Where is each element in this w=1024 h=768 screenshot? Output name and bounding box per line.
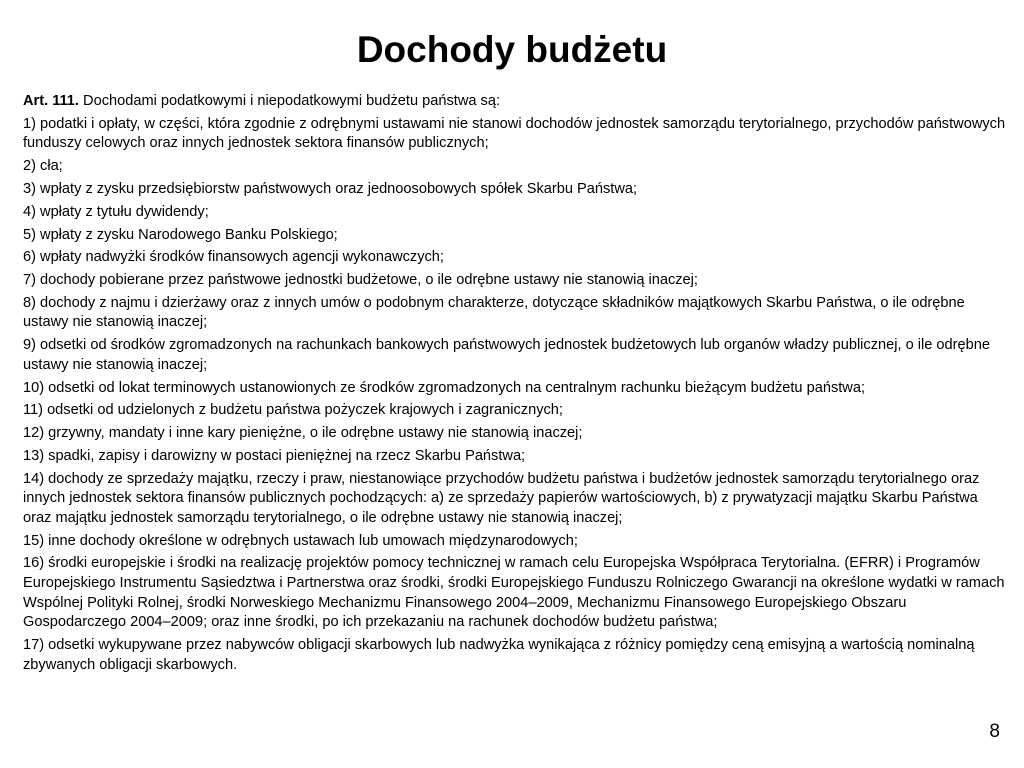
article-label: Art. 111. [23, 93, 79, 109]
list-item-11: 11) odsetki od udzielonych z budżetu państwa pożyczek krajowych i zagranicznych; [23, 402, 563, 419]
list-item-6: 6) wpłaty nadwyżki środków finansowych agencji wykonawczych; [23, 249, 444, 266]
slide-title: Dochody budżetu [356, 29, 668, 70]
list-item-9: 9) odsetki od środków zgromadzonych na rachunkach bankowych państwowych jednostek budżetowych lub organów władzy publicznej, o ile odrębne ustawy nie stanowią inaczej; [23, 337, 990, 373]
article-intro [23, 92, 1008, 112]
list-item-2: 2) cła; [23, 158, 63, 175]
article-intro-text: Dochodami podatkowymi i niepodatkowymi budżetu państwa są: [78, 93, 500, 109]
list-item-14: 14) dochody ze sprzedaży majątku, rzeczy i praw, niestanowiące przychodów budżetu państwa i budżetów jednostek samorządu terytorialnego oraz innych jednostek sektora finansów publicznych pochodzących: a) ze sprzedaży papierów wartościowych, b) z prywatyzacji majątku Skarbu Państwa oraz majątku jednostek samorządu terytorialnego, o ile odrębne ustawy nie stanowią inaczej; [23, 470, 980, 526]
page-number: 8 [989, 721, 1000, 742]
list-item-10: 10) odsetki od lokat terminowych ustanowionych ze środków zgromadzonych na centralnym rachunku bieżącym budżetu państwa; [23, 379, 866, 396]
list-item-4: 4) wpłaty z tytułu dywidendy; [23, 203, 209, 220]
list-item-12: 12) grzywny, mandaty i inne kary pieniężne, o ile odrębne ustawy nie stanowią inaczej; [23, 425, 583, 442]
article-content [23, 92, 1008, 678]
list-item-1: 1) podatki i opłaty, w części, która zgodnie z odrębnymi ustawami nie stanowi dochodów jednostek samorządu terytorialnego, przychodów państwowych funduszy celowych oraz innych jednostek sektora finansów publicznych; [23, 115, 1006, 152]
list-item-5: 5) wpłaty z zysku Narodowego Banku Polskiego; [23, 226, 338, 243]
list-item-17: 17) odsetki wykupywane przez nabywców obligacji skarbowych lub nadwyżka wynikająca z różnicy pomiędzy ceną emisyjną a wartością nominalną zbywanych obligacji skarbowych. [23, 637, 975, 673]
list-item-3: 3) wpłaty z zysku przedsiębiorstw państwowych oraz jednoosobowych spółek Skarbu Państwa; [23, 180, 638, 197]
list-item-15: 15) inne dochody określone w odrębnych ustawach lub umowach międzynarodowych; [23, 532, 578, 549]
list-item-8: 8) dochody z najmu i dzierżawy oraz z innych umów o podobnym charakterze, dotyczące składników majątkowych Skarbu Państwa, o ile odrębne ustawy nie stanowią inaczej; [23, 294, 965, 331]
list-item-7: 7) dochody pobierane przez państwowe jednostki budżetowe, o ile odrębne ustawy nie stanowią inaczej; [23, 272, 698, 289]
list-item-16: 16) środki europejskie i środki na realizację projektów pomocy technicznej w ramach celu Europejska Współpraca Terytorialna. (EFRR) i Programów Europejskiego Instrumentu Sąsiedztwa i Partnerstwa oraz środki, środki Europejskiego Funduszu Rolniczego Gwarancji na określone wydatki w ramach Wspólnej Polityki Rolnej, środki Norweskiego Mechanizmu Finansowego 2004–2009, Mechanizmu Finansowego Europejskiego Obszaru Gospodarczego 2004–2009; oraz inne środki, po ich przekazaniu na rachunek dochodów budżetu państwa; [23, 555, 1005, 631]
list-item-13: 13) spadki, zapisy i darowizny w postaci pieniężnej na rzecz Skarbu Państwa; [23, 447, 526, 464]
